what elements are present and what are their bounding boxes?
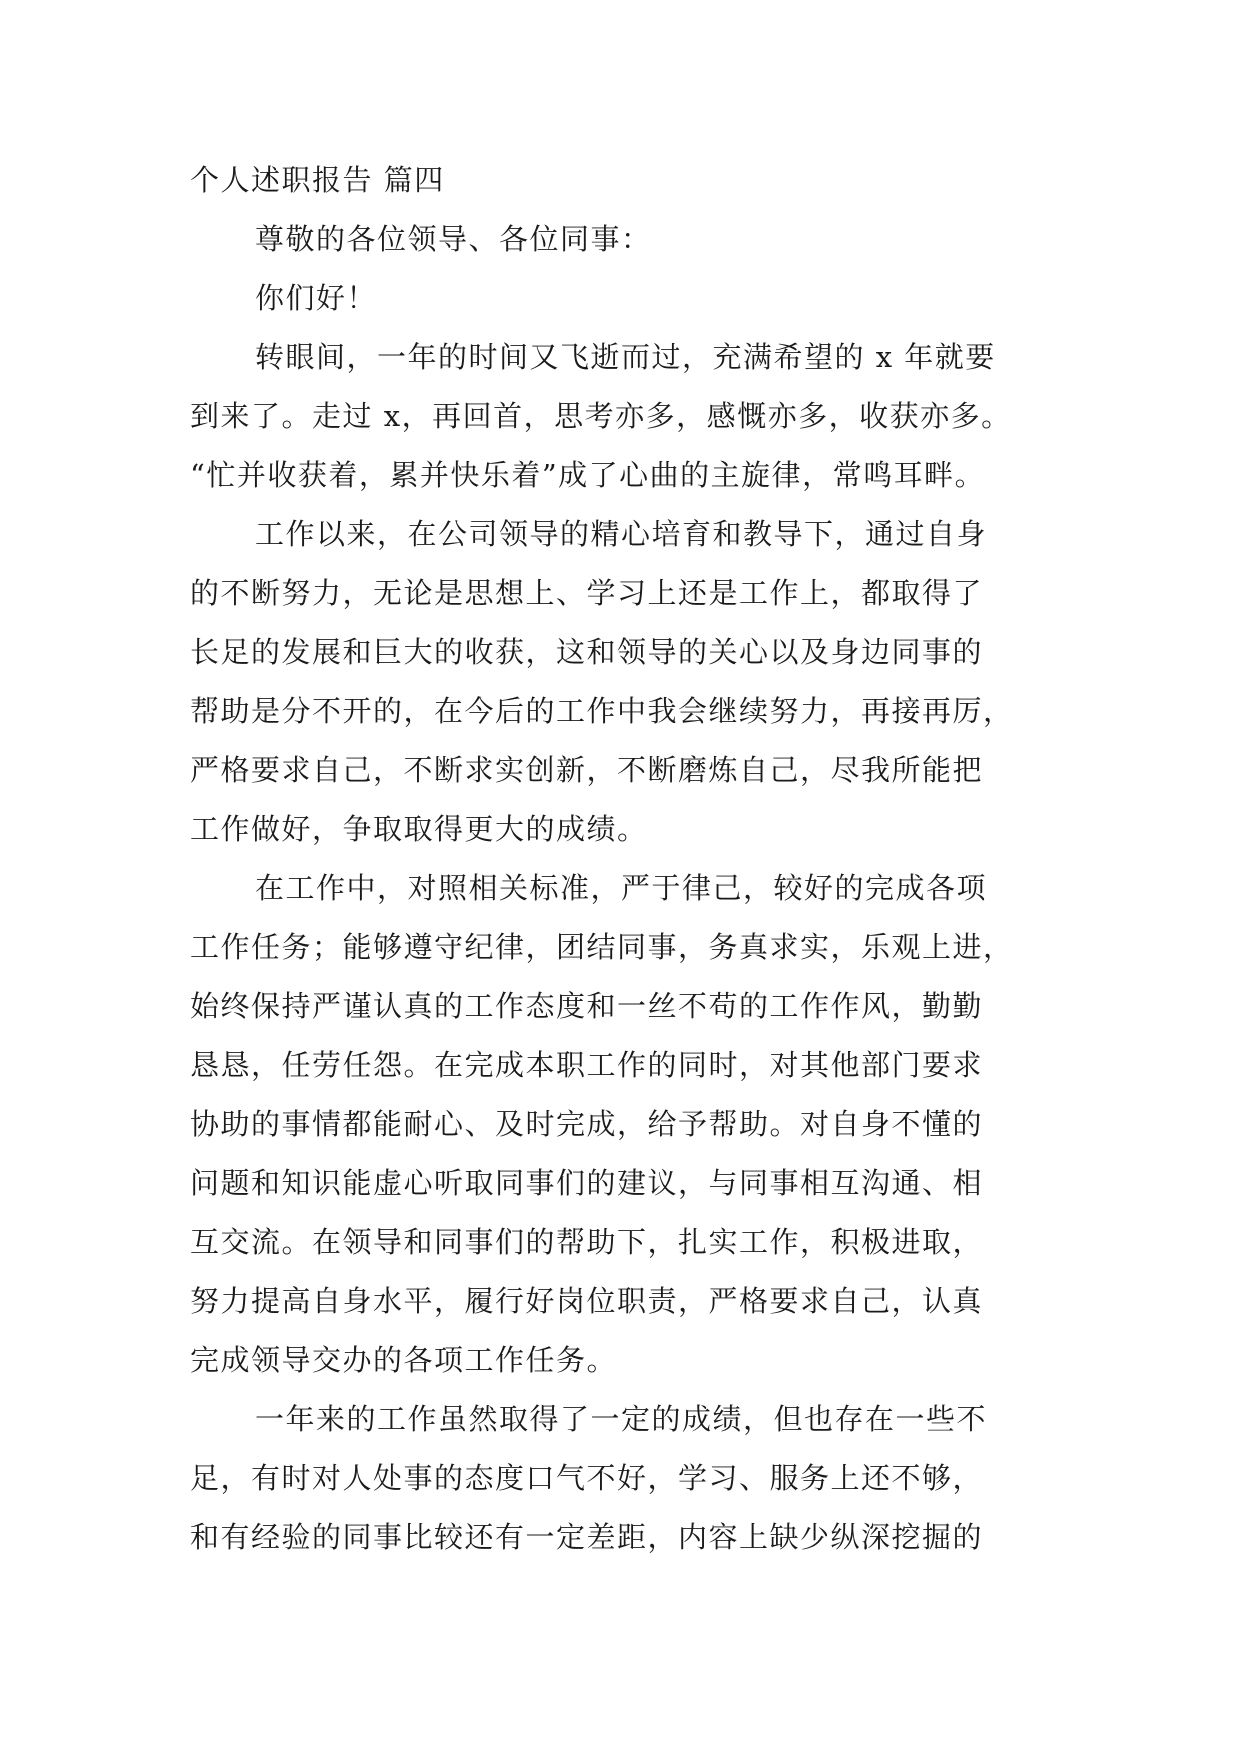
paragraph-line: 工作做好，争取取得更大的成绩。	[190, 812, 648, 846]
paragraph-line: 和有经验的同事比较还有一定差距，内容上缺少纵深挖掘的	[190, 1520, 984, 1554]
document-title: 个人述职报告 篇四	[190, 163, 445, 197]
paragraph-line: 在工作中，对照相关标准，严于律己，较好的完成各项	[255, 871, 988, 905]
greeting-line: 你们好！	[255, 281, 378, 315]
paragraph-line: 足，有时对人处事的态度口气不好，学习、服务上还不够，	[190, 1461, 984, 1495]
paragraph-line: 转眼间，一年的时间又飞逝而过，充满希望的 x 年就要	[255, 340, 996, 374]
paragraph-line: 到来了。走过 x，再回首，思考亦多，感慨亦多，收获亦多。	[190, 399, 1012, 433]
paragraph-line: 互交流。在领导和同事们的帮助下，扎实工作，积极进取，	[190, 1225, 984, 1259]
paragraph-line: 帮助是分不开的，在今后的工作中我会继续努力，再接再厉，	[190, 694, 1014, 728]
paragraph-line: 一年来的工作虽然取得了一定的成绩，但也存在一些不	[255, 1402, 988, 1436]
paragraph-line: 长足的发展和巨大的收获，这和领导的关心以及身边同事的	[190, 635, 984, 669]
paragraph-line: 始终保持严谨认真的工作态度和一丝不苟的工作作风，勤勤	[190, 989, 984, 1023]
paragraph-line: 工作任务；能够遵守纪律，团结同事，务真求实，乐观上进，	[190, 930, 1014, 964]
paragraph-line: 努力提高自身水平，履行好岗位职责，严格要求自己，认真	[190, 1284, 984, 1318]
paragraph-line: 工作以来，在公司领导的精心培育和教导下，通过自身	[255, 517, 988, 551]
paragraph-line: 协助的事情都能耐心、及时完成，给予帮助。对自身不懂的	[190, 1107, 984, 1141]
paragraph-line: 问题和知识能虚心听取同事们的建议，与同事相互沟通、相	[190, 1166, 984, 1200]
paragraph-line: 完成领导交办的各项工作任务。	[190, 1343, 618, 1377]
paragraph-line: “忙并收获着，累并快乐着”成了心曲的主旋律，常鸣耳畔。	[190, 458, 986, 492]
salutation-line: 尊敬的各位领导、各位同事：	[255, 222, 652, 256]
paragraph-line: 严格要求自己，不断求实创新，不断磨炼自己，尽我所能把	[190, 753, 984, 787]
paragraph-line: 的不断努力，无论是思想上、学习上还是工作上，都取得了	[190, 576, 984, 610]
paragraph-line: 恳恳，任劳任怨。在完成本职工作的同时，对其他部门要求	[190, 1048, 984, 1082]
